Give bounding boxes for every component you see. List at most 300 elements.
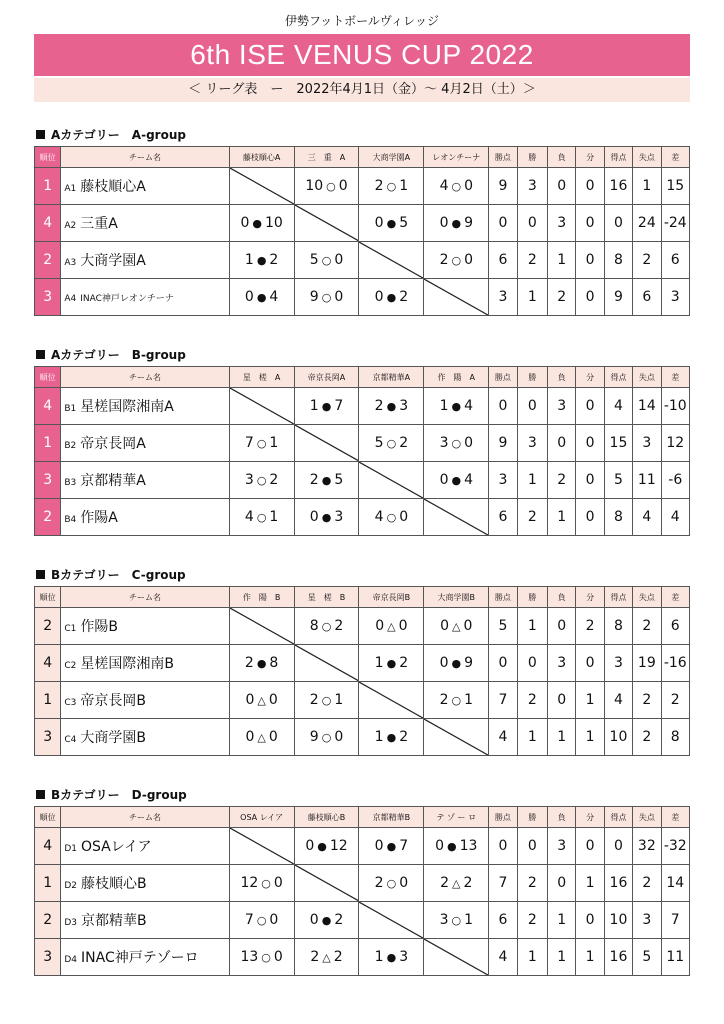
stat-cell: 9 — [604, 279, 632, 316]
stat-cell: 16 — [604, 865, 632, 902]
square-bullet-icon — [36, 790, 45, 799]
section-title-text: Bカテゴリー C-group — [51, 568, 186, 582]
score-against: 13 — [459, 838, 478, 854]
stat-cell: 0 — [604, 828, 632, 865]
score-against: 2 — [333, 949, 343, 965]
score-for: 12 — [240, 875, 259, 891]
stat-cell: 8 — [604, 242, 632, 279]
header-stat: 得点 — [604, 367, 632, 388]
self-match-cell — [359, 242, 424, 279]
score-against: 2 — [463, 875, 473, 891]
score-for: 2 — [309, 472, 319, 488]
score-for: 4 — [244, 509, 254, 525]
score-for: 0 — [309, 509, 319, 525]
team-code: D2 — [64, 881, 78, 891]
score-against: 7 — [399, 838, 409, 854]
score-for: 8 — [309, 618, 319, 634]
match-result-cell — [359, 939, 424, 976]
score-for: 10 — [305, 178, 324, 194]
score-against: 0 — [398, 618, 408, 634]
score-for: 2 — [310, 949, 320, 965]
score-for: 0 — [375, 618, 385, 634]
match-result-cell — [424, 682, 489, 719]
score-for: 0 — [244, 289, 254, 305]
league-section — [34, 784, 690, 976]
stat-cell: 2 — [576, 608, 604, 645]
self-match-cell — [359, 902, 424, 939]
result-mark: ● — [386, 840, 397, 853]
stat-cell: 6 — [489, 902, 517, 939]
match-result-cell — [424, 425, 489, 462]
self-match-cell — [424, 939, 489, 976]
team-name-cell — [61, 719, 229, 756]
result-mark: ● — [386, 291, 397, 304]
team-name: 藤枝順心B — [81, 876, 147, 892]
score-for: 3 — [244, 472, 254, 488]
score-for: 0 — [440, 618, 450, 634]
table-row — [35, 279, 690, 316]
result-mark: ● — [252, 217, 262, 230]
stat-cell: 0 — [576, 205, 604, 242]
header-row — [35, 147, 690, 168]
team-name-cell — [61, 682, 229, 719]
section-title — [34, 124, 690, 146]
header-team: チーム名 — [61, 807, 229, 828]
result-mark: ○ — [451, 254, 462, 267]
score-against: 0 — [334, 289, 344, 305]
result-mark: ○ — [256, 437, 267, 450]
stat-cell: 32 — [633, 828, 661, 865]
diagonal-line — [424, 719, 488, 755]
score-against: 1 — [334, 692, 344, 708]
diagonal-line — [424, 939, 488, 975]
self-match-cell — [359, 682, 424, 719]
rank-cell: 2 — [35, 902, 61, 939]
match-result-cell — [294, 828, 359, 865]
result-mark: ○ — [386, 437, 397, 450]
stat-cell: 0 — [489, 645, 517, 682]
stat-cell: 0 — [517, 828, 547, 865]
header-team: チーム名 — [61, 587, 229, 608]
score-for: 0 — [374, 289, 384, 305]
score-against: 7 — [334, 398, 344, 414]
league-table — [34, 586, 690, 756]
match-result-cell — [359, 828, 424, 865]
score-against: 0 — [463, 618, 473, 634]
result-mark: ○ — [326, 180, 336, 193]
score-against: 0 — [268, 729, 278, 745]
score-for: 13 — [240, 949, 259, 965]
score-against: 0 — [464, 435, 474, 451]
stat-cell: 12 — [661, 425, 689, 462]
team-name-cell — [61, 279, 229, 316]
score-against: 4 — [464, 472, 474, 488]
league-section — [34, 564, 690, 756]
header-opponent: 藤枝順心A — [229, 147, 294, 168]
team-code: B1 — [64, 404, 77, 414]
match-result-cell — [359, 608, 424, 645]
header-stat: 差 — [661, 147, 689, 168]
team-name: 藤枝順心A — [80, 179, 146, 195]
result-mark: △ — [257, 731, 266, 744]
header-stat: 失点 — [633, 367, 661, 388]
team-name: 星槎国際湘南A — [80, 399, 174, 415]
score-for: 0 — [374, 215, 384, 231]
self-match-cell — [229, 608, 294, 645]
stat-cell: 4 — [661, 499, 689, 536]
score-for: 9 — [309, 729, 319, 745]
score-against: 0 — [399, 509, 409, 525]
team-code: C3 — [64, 698, 77, 708]
self-match-cell — [229, 828, 294, 865]
score-against: 2 — [334, 618, 344, 634]
score-against: 1 — [269, 509, 279, 525]
stat-cell: 7 — [489, 682, 517, 719]
self-match-cell — [294, 865, 359, 902]
team-name-cell — [61, 168, 229, 205]
stat-cell: 2 — [548, 462, 576, 499]
rank-cell: 2 — [35, 242, 61, 279]
result-mark: ○ — [256, 474, 267, 487]
table-row — [35, 828, 690, 865]
diagonal-line — [295, 205, 359, 241]
table-row — [35, 719, 690, 756]
result-mark: △ — [257, 694, 266, 707]
rank-cell: 4 — [35, 645, 61, 682]
stat-cell: -32 — [661, 828, 689, 865]
match-result-cell — [229, 425, 294, 462]
team-code: B4 — [64, 515, 77, 525]
rank-cell: 1 — [35, 168, 61, 205]
result-mark: ● — [451, 217, 462, 230]
result-mark: ○ — [386, 511, 397, 524]
team-code: D3 — [64, 918, 78, 928]
header-row — [35, 367, 690, 388]
section-title-text: Aカテゴリー A-group — [51, 128, 186, 142]
match-result-cell — [359, 168, 424, 205]
stat-cell: 2 — [633, 682, 661, 719]
stat-cell: 0 — [576, 425, 604, 462]
match-result-cell — [229, 205, 294, 242]
team-name-cell — [61, 828, 229, 865]
header-stat: 得点 — [604, 587, 632, 608]
header-stat: 差 — [661, 367, 689, 388]
stat-cell: 6 — [489, 499, 517, 536]
stat-cell: 0 — [576, 645, 604, 682]
score-against: 5 — [334, 472, 344, 488]
stat-cell: 0 — [576, 242, 604, 279]
stat-cell: 2 — [517, 242, 547, 279]
stat-cell: 5 — [604, 462, 632, 499]
match-result-cell — [359, 279, 424, 316]
diagonal-line — [359, 682, 423, 718]
header-stat: 勝 — [517, 147, 547, 168]
score-against: 0 — [269, 912, 279, 928]
stat-cell: 2 — [633, 719, 661, 756]
result-mark: ○ — [261, 951, 271, 964]
header-stat: 分 — [576, 587, 604, 608]
header-opponent: OSA レイア — [229, 807, 294, 828]
match-result-cell — [229, 719, 294, 756]
team-code: C1 — [64, 624, 77, 634]
match-result-cell — [294, 279, 359, 316]
score-for: 2 — [440, 875, 450, 891]
score-for: 1 — [439, 398, 449, 414]
header-stat: 負 — [548, 367, 576, 388]
team-name: 京都精華B — [81, 913, 147, 929]
result-mark: ● — [447, 840, 457, 853]
score-for: 1 — [309, 398, 319, 414]
table-row — [35, 462, 690, 499]
match-result-cell — [359, 719, 424, 756]
rank-cell: 1 — [35, 682, 61, 719]
team-name: 京都精華A — [80, 473, 146, 489]
header-opponent: 星 槎 A — [229, 367, 294, 388]
score-against: 3 — [399, 398, 409, 414]
stat-cell: 16 — [604, 939, 632, 976]
score-against: 0 — [273, 875, 283, 891]
team-name: 作陽B — [80, 619, 118, 635]
score-for: 3 — [439, 912, 449, 928]
result-mark: ● — [386, 731, 397, 744]
score-for: 2 — [374, 398, 384, 414]
stat-cell: 3 — [633, 902, 661, 939]
header-stat: 差 — [661, 807, 689, 828]
square-bullet-icon — [36, 130, 45, 139]
diagonal-line — [295, 425, 359, 461]
stat-cell: 0 — [548, 168, 576, 205]
match-result-cell — [229, 242, 294, 279]
stat-cell: 2 — [517, 682, 547, 719]
match-result-cell — [294, 388, 359, 425]
score-against: 4 — [269, 289, 279, 305]
match-result-cell — [294, 168, 359, 205]
rank-cell: 3 — [35, 279, 61, 316]
result-mark: ● — [386, 657, 397, 670]
result-mark: ● — [386, 217, 397, 230]
score-against: 12 — [329, 838, 348, 854]
table-row — [35, 499, 690, 536]
rank-cell: 4 — [35, 388, 61, 425]
stat-cell: 11 — [633, 462, 661, 499]
stat-cell: 15 — [661, 168, 689, 205]
match-result-cell — [424, 462, 489, 499]
square-bullet-icon — [36, 570, 45, 579]
result-mark: ● — [451, 657, 462, 670]
page-title: 6th ISE VENUS CUP 2022 — [34, 34, 690, 76]
result-mark: ● — [386, 951, 397, 964]
score-against: 2 — [399, 435, 409, 451]
rank-cell: 4 — [35, 828, 61, 865]
rank-cell: 1 — [35, 865, 61, 902]
team-name: 帝京長岡A — [80, 436, 146, 452]
team-name: 大商学園A — [80, 253, 146, 269]
stat-cell: -6 — [661, 462, 689, 499]
score-against: 0 — [268, 692, 278, 708]
result-mark: ● — [451, 400, 462, 413]
match-result-cell — [359, 425, 424, 462]
score-for: 5 — [309, 252, 319, 268]
score-for: 5 — [374, 435, 384, 451]
score-for: 2 — [439, 692, 449, 708]
header-stat: 得点 — [604, 147, 632, 168]
match-result-cell — [359, 645, 424, 682]
score-against: 3 — [334, 509, 344, 525]
score-against: 8 — [269, 655, 279, 671]
stat-cell: 0 — [517, 645, 547, 682]
score-against: 2 — [269, 252, 279, 268]
header-opponent: 大商学園A — [359, 147, 424, 168]
match-result-cell — [229, 939, 294, 976]
stat-cell: 4 — [489, 939, 517, 976]
match-result-cell — [229, 645, 294, 682]
diagonal-line — [230, 388, 294, 424]
team-name: INAC神戸テゾーロ — [81, 950, 199, 966]
team-name-cell — [61, 242, 229, 279]
score-for: 2 — [374, 178, 384, 194]
stat-cell: 4 — [604, 682, 632, 719]
score-against: 2 — [399, 289, 409, 305]
score-against: 9 — [464, 215, 474, 231]
table-row — [35, 939, 690, 976]
match-result-cell — [294, 902, 359, 939]
league-table — [34, 366, 690, 536]
score-against: 0 — [399, 875, 409, 891]
score-for: 1 — [374, 729, 384, 745]
stat-cell: 19 — [633, 645, 661, 682]
stat-cell: 6 — [489, 242, 517, 279]
table-row — [35, 168, 690, 205]
rank-cell: 2 — [35, 608, 61, 645]
score-for: 1 — [244, 252, 254, 268]
header-stat: 失点 — [633, 587, 661, 608]
stat-cell: 0 — [548, 608, 576, 645]
diagonal-line — [295, 645, 359, 681]
header-opponent: 三 重 A — [294, 147, 359, 168]
diagonal-line — [424, 499, 488, 535]
header-stat: 負 — [548, 587, 576, 608]
match-result-cell — [424, 828, 489, 865]
team-code: A2 — [64, 221, 77, 231]
rank-cell: 3 — [35, 719, 61, 756]
self-match-cell — [424, 719, 489, 756]
section-title — [34, 564, 690, 586]
score-against: 5 — [399, 215, 409, 231]
score-for: 2 — [374, 875, 384, 891]
stat-cell: 2 — [633, 242, 661, 279]
team-code: A1 — [64, 184, 77, 194]
score-for: 0 — [245, 729, 255, 745]
stat-cell: 0 — [489, 388, 517, 425]
score-for: 9 — [309, 289, 319, 305]
match-result-cell — [294, 462, 359, 499]
header-stat: 負 — [548, 147, 576, 168]
score-for: 0 — [439, 215, 449, 231]
score-for: 3 — [439, 435, 449, 451]
stat-cell: 1 — [548, 939, 576, 976]
stat-cell: 1 — [548, 902, 576, 939]
table-row — [35, 388, 690, 425]
stat-cell: 4 — [489, 719, 517, 756]
self-match-cell — [229, 168, 294, 205]
self-match-cell — [229, 388, 294, 425]
score-for: 2 — [244, 655, 254, 671]
header-opponent: 作 陽 A — [424, 367, 489, 388]
stat-cell: 1 — [576, 719, 604, 756]
match-result-cell — [294, 242, 359, 279]
section-title-text: Bカテゴリー D-group — [51, 788, 187, 802]
score-for: 0 — [374, 838, 384, 854]
team-name-cell — [61, 499, 229, 536]
team-code: D1 — [64, 844, 78, 854]
match-result-cell — [229, 499, 294, 536]
diagonal-line — [230, 608, 294, 644]
result-mark: ○ — [256, 511, 267, 524]
match-result-cell — [294, 719, 359, 756]
header-stat: 失点 — [633, 807, 661, 828]
diagonal-line — [359, 462, 423, 498]
stat-cell: 2 — [517, 865, 547, 902]
score-for: 0 — [439, 655, 449, 671]
stat-cell: 5 — [633, 939, 661, 976]
stat-cell: 10 — [604, 902, 632, 939]
score-against: 0 — [464, 178, 474, 194]
header-stat: 負 — [548, 807, 576, 828]
square-bullet-icon — [36, 350, 45, 359]
stat-cell: 2 — [633, 865, 661, 902]
match-result-cell — [424, 242, 489, 279]
header-stat: 勝 — [517, 807, 547, 828]
header-opponent: テ ゾ ー ロ — [424, 807, 489, 828]
header-stat: 勝点 — [489, 147, 517, 168]
score-against: 0 — [464, 252, 474, 268]
header-stat: 分 — [576, 367, 604, 388]
match-result-cell — [229, 865, 294, 902]
match-result-cell — [424, 168, 489, 205]
stat-cell: 0 — [576, 462, 604, 499]
result-mark: ● — [321, 914, 332, 927]
result-mark: △ — [387, 620, 396, 633]
stat-cell: 0 — [548, 865, 576, 902]
header-opponent: 帝京長岡B — [359, 587, 424, 608]
result-mark: ○ — [386, 877, 397, 890]
rank-cell: 2 — [35, 499, 61, 536]
header-stat: 差 — [661, 587, 689, 608]
self-match-cell — [294, 645, 359, 682]
header-opponent: 大商学園B — [424, 587, 489, 608]
stat-cell: 0 — [576, 168, 604, 205]
table-row — [35, 682, 690, 719]
result-mark: ● — [256, 254, 267, 267]
score-against: 1 — [269, 435, 279, 451]
stat-cell: 7 — [661, 902, 689, 939]
team-name-cell — [61, 902, 229, 939]
stat-cell: 0 — [576, 279, 604, 316]
match-result-cell — [294, 682, 359, 719]
team-code: C4 — [64, 735, 77, 745]
stat-cell: 3 — [489, 462, 517, 499]
result-mark: △ — [452, 620, 461, 633]
header-stat: 分 — [576, 147, 604, 168]
score-against: 0 — [334, 729, 344, 745]
stat-cell: 10 — [604, 719, 632, 756]
result-mark: ○ — [321, 291, 332, 304]
team-name: 作陽A — [80, 510, 118, 526]
stat-cell: 0 — [576, 902, 604, 939]
match-result-cell — [359, 865, 424, 902]
result-mark: ○ — [321, 731, 332, 744]
stat-cell: 3 — [548, 205, 576, 242]
